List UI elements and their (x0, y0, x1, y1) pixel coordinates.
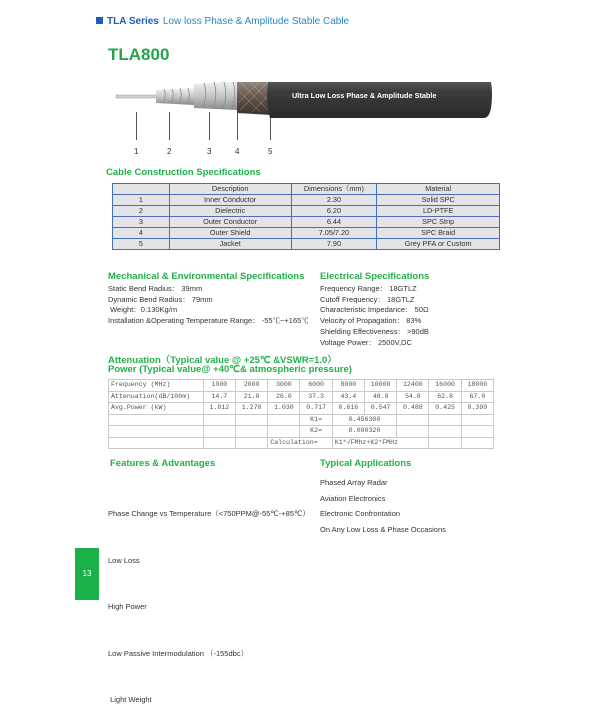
page-number-tab: 13 (75, 548, 99, 600)
list-item: Phase Change vs Temperature（<750PPM@-55℃-+85℃） (108, 509, 310, 518)
attenuation-table (108, 379, 494, 449)
mechanical-title: Mechanical & Environmental Specifications (108, 271, 305, 282)
pointer-number-5: 5 (268, 147, 273, 156)
frequency-row: Frequency (MHz) 1000 2000 3000 6000 8000 10000 12400 16000 18000 (109, 380, 494, 392)
electrical-title: Electrical Specifications (320, 271, 430, 282)
power-title: Power (Typical value@ +40℃& atmospheric pressure) (108, 364, 352, 375)
features-list (108, 475, 310, 723)
list-item: Electronic Confrontation (320, 509, 401, 518)
velocity-of-propagation: Velocity of Propagation： 83% (320, 316, 422, 326)
series-header (96, 16, 349, 27)
construction-title: Cable Construction Specifications (106, 167, 261, 178)
list-item: Low Passive Intermodulation （-155dbc） (108, 648, 249, 658)
table-row: 3 Outer Conductor 6.44 SPC Strip (113, 217, 500, 228)
mechanical-specs (108, 284, 309, 327)
cable-illustration (112, 82, 502, 167)
frequency-range: Frequency Range： 18GTLZ (320, 284, 417, 293)
calculation-row: Calculation= K1*√FMhz+K2*FMHz (109, 437, 494, 449)
applications-title: Typical Applications (320, 458, 412, 469)
list-item: On Any Low Loss & Phase Occasions (320, 524, 446, 534)
list-item: Low Loss (108, 555, 140, 565)
pointer-number-1: 1 (134, 147, 139, 156)
series-subtitle: Low loss Phase & Amplitude Stable Cable (162, 16, 350, 27)
list-item: Aviation Electronics (320, 493, 386, 503)
model-title: TLA800 (108, 45, 170, 64)
k1-row: K1= 0.456300 (109, 414, 494, 426)
voltage-power: Voltage Power： 2500V,DC (320, 337, 412, 347)
header-cell (113, 184, 170, 195)
features-title: Features & Advantages (110, 458, 216, 469)
table-row: 2 Dielectric 6.20 LD-PTFE (113, 206, 500, 217)
square-bullet-icon (96, 17, 103, 24)
attenuation-row: Attenuation(dB/100m) 14.7 21.0 26.0 37.3 43.4 48.8 54.8 62.8 67.0 (109, 391, 494, 403)
attenuation-title: Attenuation（Typical value @ +25℃ &VSWR=1.0） (108, 355, 337, 366)
shielding-effectiveness: Shielding Effectiveness： >90dB (320, 326, 429, 336)
pointer-number-3: 3 (207, 147, 212, 156)
table-row: 4 Outer Shield 7.05/7.20 SPC Braid (113, 228, 500, 239)
cutoff-frequency: Cutoff Frequency： 18GTLZ (320, 294, 415, 304)
header-cell: Material (377, 184, 500, 195)
characteristic-impedance: Characteristic Impedance： 50Ω (320, 305, 429, 315)
construction-table (112, 183, 500, 250)
electrical-specs (320, 284, 429, 348)
series-label: TLA Series (107, 16, 159, 27)
dynamic-bend-radius: Dynamic Bend Radius： 79mm (108, 294, 213, 304)
k2-row: K2= 0.000320 (109, 426, 494, 438)
list-item: Phased Array Radar (320, 478, 388, 487)
avg-power-row: Avg.Power (kW) 1.812 1.270 1.030 0.717 0.616 0.547 0.488 0.425 0.399 (109, 403, 494, 415)
temperature-range: Installation &Operating Temperature Range： -55℃~+165℃ (108, 316, 309, 326)
applications-list (320, 475, 446, 537)
table-row: 1 Inner Conductor 2.30 Solid SPC (113, 195, 500, 206)
pointer-number-4: 4 (235, 147, 240, 156)
list-item: Light Weight (108, 695, 152, 704)
weight: Weight：0.130Kg/m (108, 305, 178, 315)
table-header-row (113, 184, 500, 195)
table-row: 5 Jacket 7.90 Grey PFA or Custom (113, 239, 500, 250)
pointer-number-2: 2 (167, 147, 172, 156)
static-bend-radius: Static Bend Radius： 39mm (108, 284, 203, 293)
list-item: High Power (108, 602, 147, 611)
jacket-label: Ultra Low Loss Phase & Amplitude Stable (292, 91, 437, 100)
header-cell: Dimensions（mm) (291, 184, 377, 195)
header-cell: Description (169, 184, 291, 195)
